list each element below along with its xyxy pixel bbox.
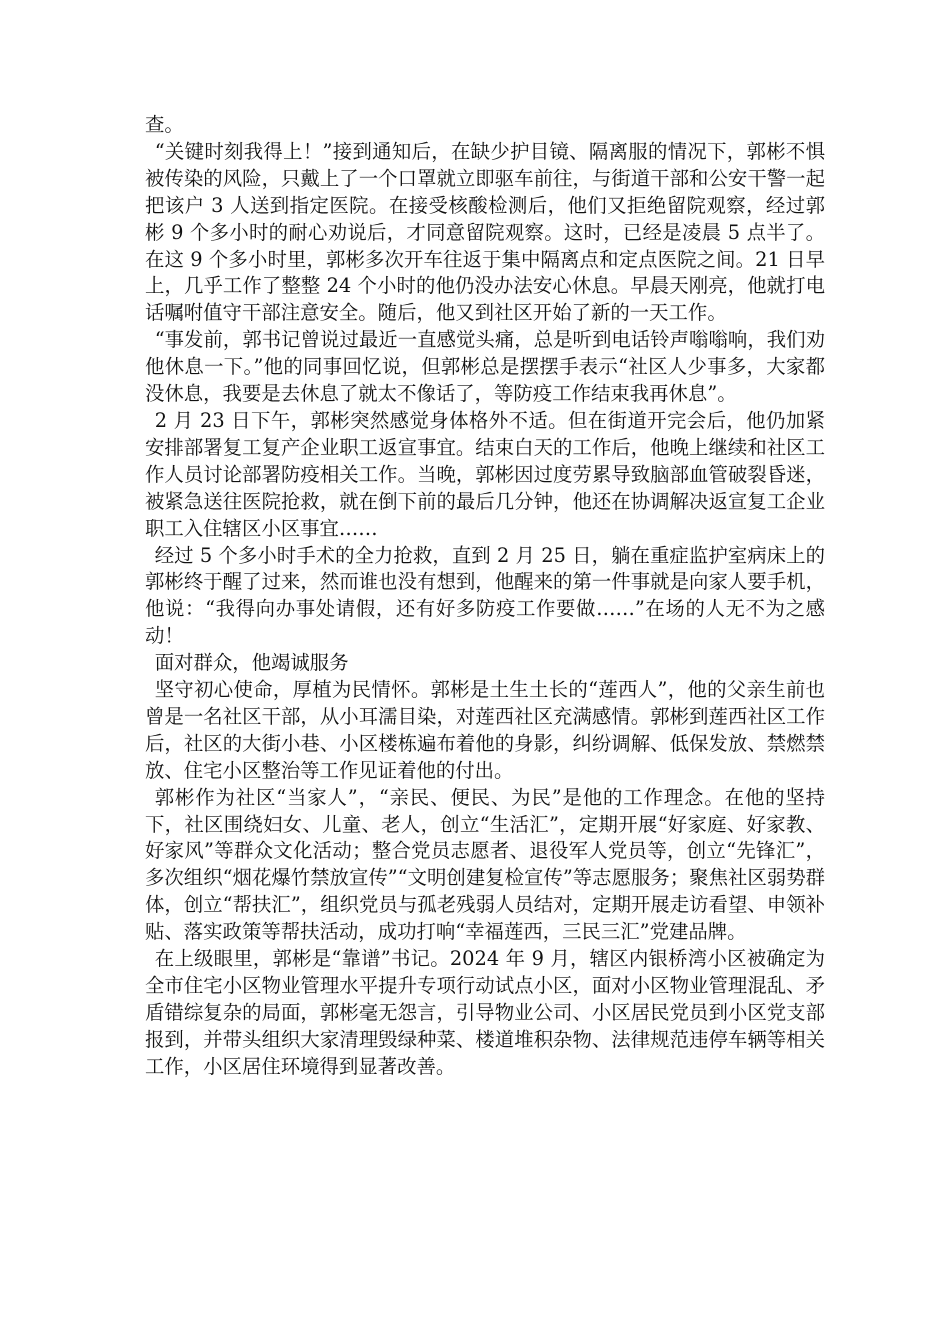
- paragraph-work-philosophy: 郭彬作为社区“当家人”，“亲民、便民、为民”是他的工作理念。在他的坚持下，社区围绕妇女、儿童、老人，创立“生活汇”，定期开展“好家庭、好家教、好家风”等群众文化活动；整合党员志愿者、退役军人党员等，创立“先锋汇”，多次组织“烟花爆竹禁放宣传”“文明创建复检宣传”等志愿服务；聚焦社区弱势群体，创立“帮扶汇”，组织党员与孤老残弱人员结对，定期开展走访看望、申领补贴、落实政策等帮扶活动，成功打响“幸福莲西，三民三汇”党建品牌。: [145, 785, 825, 944]
- paragraph-continuation: 查。: [145, 113, 184, 136]
- paragraph-colleague-recollection: “事发前，郭书记曾说过最近一直感觉头痛，总是听到电话铃声嗡嗡响，我们劝他休息一下。”他的同事回忆说，但郭彬总是摆摆手表示“社区人少事多，大家都没休息，我要是去休息了就太不像话了，等防疫工作结束我再休息”。: [145, 328, 825, 406]
- paragraph-surgery-recovery: 经过 5 个多小时手术的全力抢救，直到 2 月 25 日，躺在重症监护室病床上的郭彬终于醒了过来，然而谁也没有想到，他醒来的第一件事就是向家人要手机，他说：“我得向办事处请假，还有好多防疫工作要做……”在场的人无不为之感动！: [145, 543, 825, 648]
- paragraph-february-23: 2 月 23 日下午，郭彬突然感觉身体格外不适。但在街道开完会后，他仍加紧安排部署复工复产企业职工返宣事宜。结束白天的工作后，他晚上继续和社区工作人员讨论部署防疫相关工作。当晚，郭彬因过度劳累导致脑部血管破裂昏迷，被紧急送往医院抢救，就在倒下前的最后几分钟，他还在协调解决返宣复工企业职工入住辖区小区事宜……: [145, 408, 825, 540]
- document-body: [145, 112, 825, 1081]
- paragraph-reliable-secretary: 在上级眼里，郭彬是“靠谱”书记。2024 年 9 月，辖区内银桥湾小区被确定为全市住宅小区物业管理水平提升专项行动试点小区，面对小区物业管理混乱、矛盾错综复杂的局面，郭彬毫无怨言，引导物业公司、小区居民党员到小区党支部报到，并带头组织大家清理毁绿种菜、楼道堆积杂物、法律规范违停车辆等相关工作，小区居住环境得到显著改善。: [145, 947, 825, 1078]
- section-heading: 面对群众，他竭诚服务: [154, 651, 349, 675]
- paragraph-community-roots: 坚守初心使命，厚植为民情怀。郭彬是土生土长的“莲西人”，他的父亲生前也曾是一名社区干部，从小耳濡目染，对莲西社区充满感情。郭彬到莲西社区工作后，社区的大街小巷、小区楼栋遍布着他的身影，纠纷调解、低保发放、禁燃禁放、住宅小区整治等工作见证着他的付出。: [145, 678, 825, 782]
- paragraph-key-moment: “关键时刻我得上！”接到通知后，在缺少护目镜、隔离服的情况下，郭彬不惧被传染的风险，只戴上了一个口罩就立即驱车前往，与街道干部和公安干警一起把该户 3 人送到指定医院。在接受核酸检测后，他们又拒绝留院观察，经过郭彬 9 个多小时的耐心劝说后，才同意留院观察。这时，已经是凌晨 5 点半了。在这 9 个多小时里，郭彬多次开车往返于集中隔离点和定点医院之间。21 日早上，几乎工作了整整 24 个小时的他仍没办法安心休息。早晨天刚亮，他就打电话嘱咐值守干部注意安全。随后，他又到社区开始了新的一天工作。: [145, 139, 825, 325]
